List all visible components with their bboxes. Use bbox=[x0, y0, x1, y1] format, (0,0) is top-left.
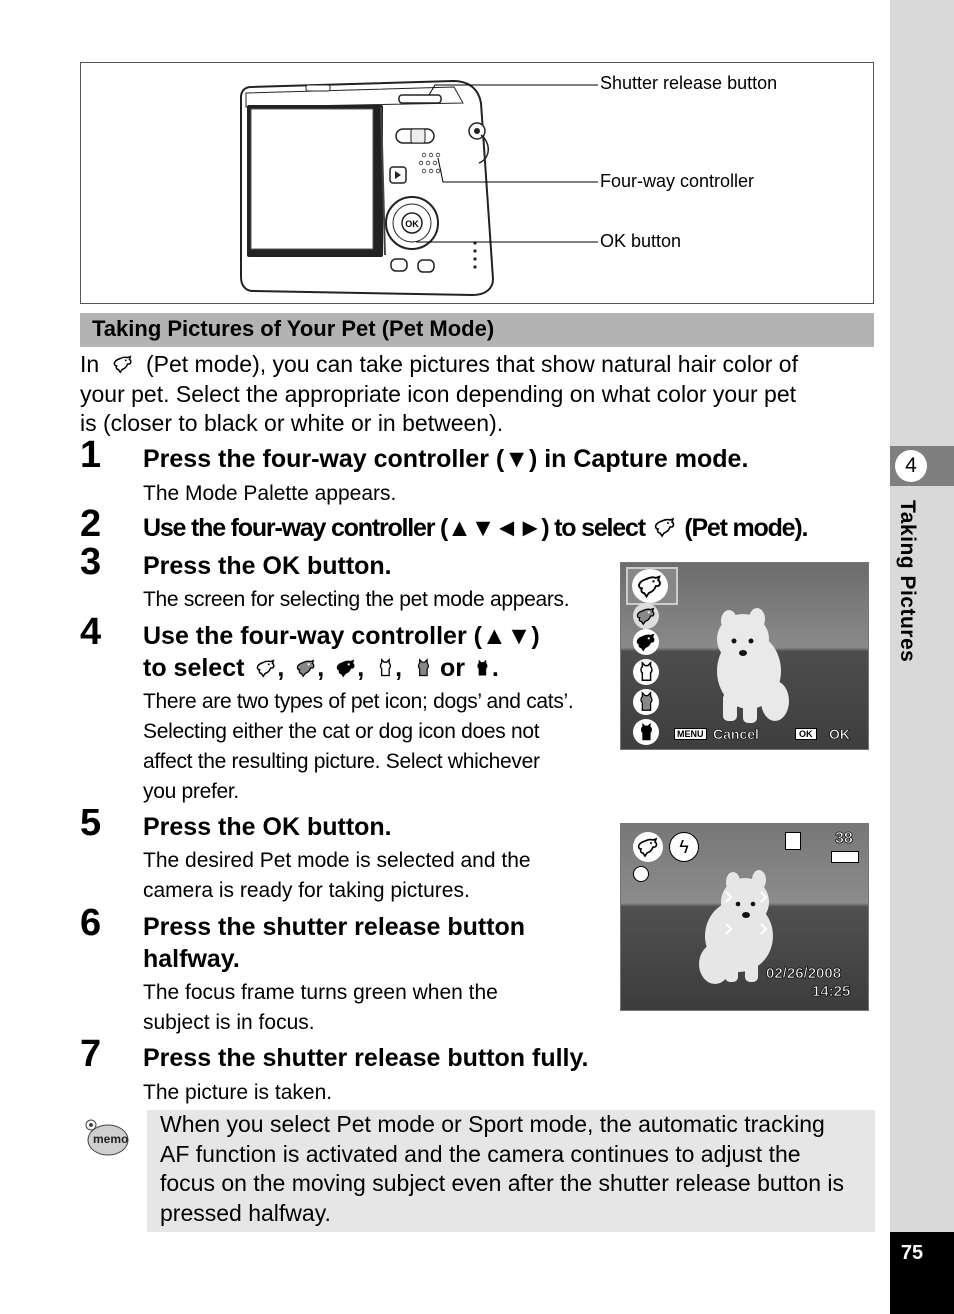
memo-line: When you select Pet mode or Sport mode, the automatic tracking bbox=[160, 1111, 825, 1137]
step-desc bbox=[143, 846, 531, 906]
callout-ok-button: OK button bbox=[600, 231, 682, 251]
period: . bbox=[491, 654, 499, 682]
step-title-line: halfway. bbox=[143, 945, 240, 973]
dog-outline-icon bbox=[636, 572, 664, 600]
step-title-text: Use the four-way controller (▲▼◄►) to select bbox=[143, 514, 645, 542]
chapter-title: Taking Pictures bbox=[896, 500, 919, 663]
step-title-text: (Pet mode). bbox=[684, 514, 808, 542]
step-desc: The screen for selecting the pet mode appears. bbox=[143, 588, 570, 611]
or-word: or bbox=[439, 654, 465, 682]
step-title: Press the shutter release button fully. bbox=[143, 1044, 589, 1072]
step-desc-line: There are two types of pet icon; dogs’ and cats’. bbox=[143, 690, 574, 713]
step-title-text: to select bbox=[143, 654, 245, 682]
cat-outline-icon bbox=[375, 657, 395, 679]
step-title: Press the OK button. bbox=[143, 813, 392, 841]
cat-black-icon bbox=[635, 721, 657, 743]
pet-mode-indicator bbox=[633, 832, 663, 862]
pet-icon-option[interactable] bbox=[633, 719, 659, 745]
pet-icon-option[interactable] bbox=[633, 603, 659, 629]
cat-outline-icon bbox=[635, 661, 657, 683]
ok-label: OK bbox=[829, 726, 850, 742]
step-desc-line: affect the resulting picture. Select whichever bbox=[143, 750, 540, 773]
pet-icon-option[interactable] bbox=[633, 629, 659, 655]
dog-gray-icon bbox=[295, 657, 317, 679]
memo-line: focus on the moving subject even after the shutter release button is bbox=[160, 1170, 845, 1196]
step-desc: The Mode Palette appears. bbox=[143, 482, 397, 505]
step-title: Use the four-way controller (▲▼) bbox=[143, 622, 540, 650]
step-desc-line: Selecting either the cat or dog icon does not bbox=[143, 720, 540, 743]
step-number: 4 bbox=[80, 611, 102, 653]
battery-icon bbox=[831, 851, 859, 863]
step-number: 1 bbox=[80, 434, 102, 476]
step-number: 5 bbox=[80, 802, 102, 844]
memo-icon-label: memo bbox=[93, 1132, 129, 1146]
ok-key-label: OK bbox=[795, 728, 817, 740]
step-title-line2 bbox=[143, 652, 499, 684]
chapter-number: 4 bbox=[895, 450, 927, 482]
step-title: Press the OK button. bbox=[143, 552, 392, 580]
separator: , bbox=[317, 654, 325, 682]
step-number: 3 bbox=[80, 541, 102, 583]
cancel-label: Cancel bbox=[713, 726, 759, 742]
pet-icon-option[interactable] bbox=[632, 569, 668, 603]
flash-off-icon: ϟ bbox=[669, 832, 699, 862]
step-title: Press the four-way controller (▼) in Capture mode. bbox=[143, 445, 749, 473]
pet-icon-option[interactable] bbox=[633, 659, 659, 685]
step-desc-line: The focus frame turns green when the bbox=[143, 981, 498, 1004]
step-desc-line: The desired Pet mode is selected and the bbox=[143, 849, 531, 872]
separator: , bbox=[357, 654, 365, 682]
separator: , bbox=[395, 654, 403, 682]
step-number: 6 bbox=[80, 902, 102, 944]
step-number: 7 bbox=[80, 1033, 102, 1075]
pet-mode-icon bbox=[112, 353, 134, 375]
pet-mode-icon bbox=[653, 515, 677, 539]
step-title-line: Press the shutter release button bbox=[143, 913, 526, 941]
intro-text-before: In bbox=[80, 351, 100, 377]
step-desc-line: you prefer. bbox=[143, 780, 239, 803]
callout-four-way-controller: Four-way controller bbox=[600, 171, 755, 191]
step-desc-line: subject is in focus. bbox=[143, 1011, 315, 1034]
dog-gray-icon bbox=[635, 605, 657, 627]
separator: , bbox=[277, 654, 285, 682]
callout-shutter-release: Shutter release button bbox=[600, 73, 778, 93]
dog-black-icon bbox=[635, 631, 657, 653]
capture-mode-screen bbox=[620, 823, 869, 1011]
intro-paragraph bbox=[80, 350, 880, 439]
face-detection-icon bbox=[633, 866, 649, 882]
memory-card-icon bbox=[785, 832, 801, 850]
intro-line-3: is (closer to black or white or in between). bbox=[80, 410, 504, 436]
pet-mode-icon bbox=[636, 835, 660, 859]
cat-gray-icon bbox=[635, 691, 657, 713]
step-number: 2 bbox=[80, 503, 102, 545]
time-display: 14:25 bbox=[812, 983, 851, 1000]
camera-back-illustration bbox=[81, 63, 873, 303]
step-desc-line: camera is ready for taking pictures. bbox=[143, 879, 470, 902]
memo-line: AF function is activated and the camera continues to adjust the bbox=[160, 1140, 801, 1167]
step-desc bbox=[143, 978, 498, 1038]
intro-line-2: your pet. Select the appropriate icon depending on what color your pet bbox=[80, 380, 797, 407]
step-title bbox=[143, 512, 807, 544]
date-display: 02/26/2008 bbox=[766, 965, 842, 982]
dog-black-icon bbox=[335, 657, 357, 679]
cat-gray-icon bbox=[413, 657, 433, 679]
cat-black-icon bbox=[472, 657, 492, 679]
memo-icon bbox=[82, 1118, 130, 1158]
memo-line: pressed halfway. bbox=[160, 1199, 331, 1226]
pet-icon-option[interactable] bbox=[633, 689, 659, 715]
page-number: 75 bbox=[900, 1242, 924, 1264]
step-desc: The picture is taken. bbox=[143, 1081, 333, 1104]
dog-outline-icon bbox=[255, 657, 277, 679]
step-desc bbox=[143, 687, 573, 807]
menu-key-label: MENU bbox=[674, 728, 707, 740]
remaining-shots: 38 bbox=[835, 830, 853, 847]
camera-figure bbox=[80, 62, 874, 304]
camera-ok-label: OK bbox=[405, 219, 419, 229]
memo-text bbox=[160, 1110, 865, 1228]
intro-text-after: (Pet mode), you can take pictures that show natural hair color of bbox=[145, 351, 798, 377]
section-title: Taking Pictures of Your Pet (Pet Mode) bbox=[92, 316, 495, 341]
pet-mode-selection-screen bbox=[620, 562, 869, 750]
step-title bbox=[143, 911, 525, 975]
